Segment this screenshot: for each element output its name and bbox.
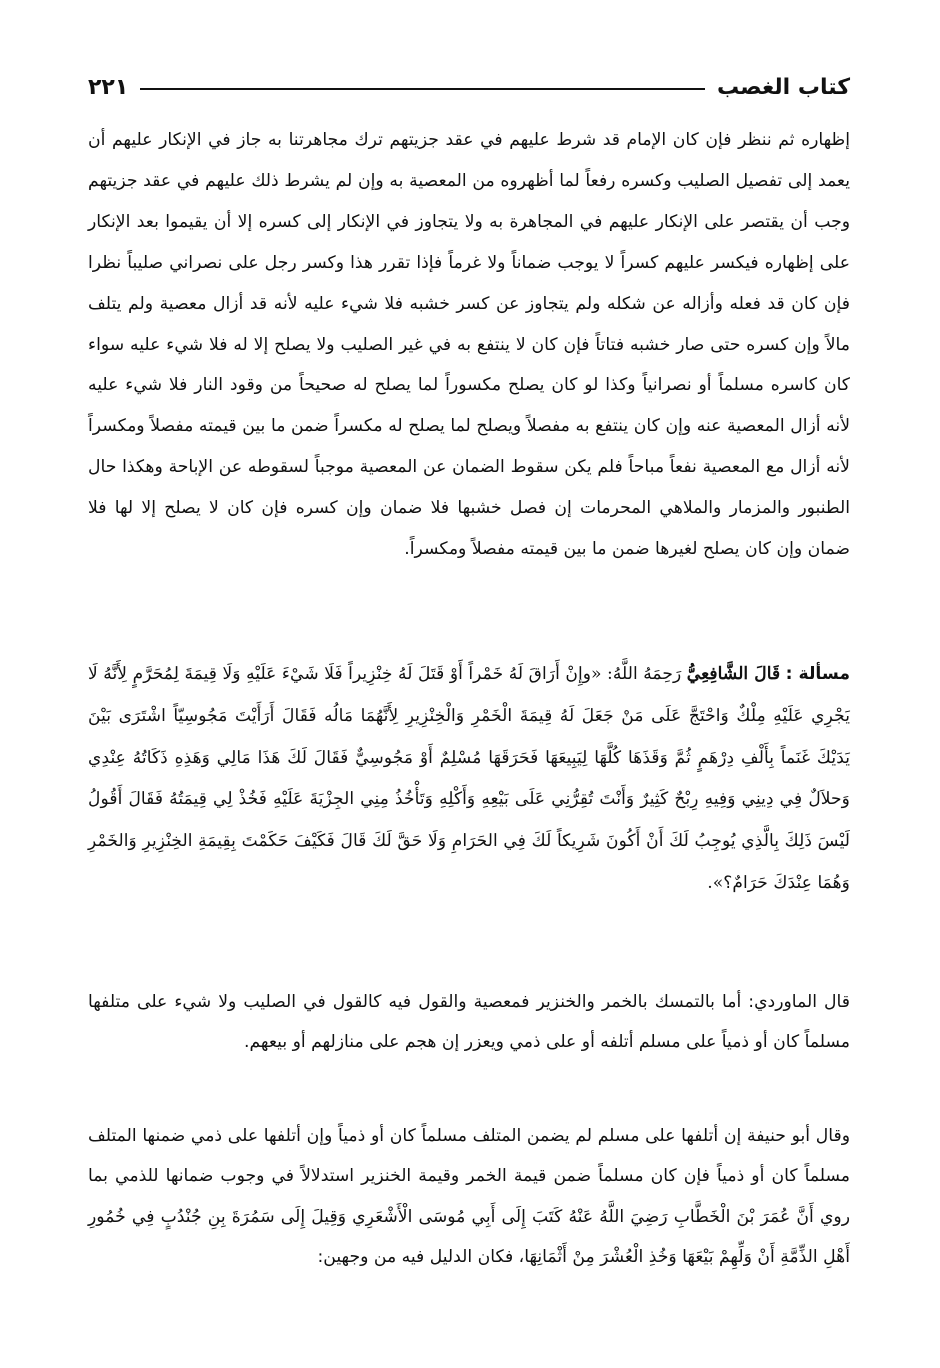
page-number: ٢٢١ xyxy=(88,74,129,100)
paragraph-4 xyxy=(88,1116,850,1277)
header-rule xyxy=(140,88,705,90)
paragraph-3 xyxy=(88,982,850,1062)
book-title: كتاب الغصب xyxy=(717,74,850,100)
paragraph-4-text: وقال أبو حنيفة إن أتلفها على مسلم لم يضمن المتلف مسلماً كان أو ذمياً وإن أتلفها على ذمي ضمنها المتلف مسلماً كان أو ذمياً فإن كان مسلماً ضمن قيمة الخمر وقيمة الخنزير استدلالاً في وجوب ضمانها للذمي بما روي أَنَّ عُمَرَ بْنَ الْخَطَّابِ رَضِيَ اللَّهُ عَنْهُ كَتَبَ إِلَى أَبِي مُوسَى الْأَشْعَرِي وَقِيلَ إِلَى سَمُرَةَ بِنِ جُنْدُبٍ فِي خُمُورِ أَهْلِ الذِّمَّةِ أَنْ وَلِّهِمْ بَيْعَهَا وَخُذِ الْعُشْرَ مِنْ أَثْمَانِهَا، فكان الدليل فيه من وجهين: xyxy=(88,1126,850,1267)
paragraph-2-text xyxy=(88,654,850,905)
paragraph-1-text: إظهاره ثم ننظر فإن كان الإمام قد شرط عليهم في عقد جزيتهم ترك مجاهرتنا به جاز في الإنكار عليهم أن يعمد إلى تفصيل الصليب وكسره رفعاً لما أظهروه من المعصية به وإن لم يشرط ذلك عليهم في عقد جزيتهم وجب أن يقتصر على الإنكار عليهم في المجاهرة به ولا يتجاوز في الإنكار إلى كسره إلا أن يقيموا بعد الإنكار على إظهاره فيكسر عليهم كسراً لا يوجب ضماناً ولا غرماً فإذا تقرر هذا وكسر رجل على نصراني صليباً نظرا فإن كان قد فعله وأزاله عن شكله ولم يتجاوز عن كسر خشبه فلا شيء عليه لأنه قد أزال معصية ولم يتلف مالاً وإن كسره حتى صار خشبه فتاتاً فإن كان لا ينتفع به في غير الصليب ولا يصلح إلا له فلا شيء عليه سواء كان كاسره مسلماً أو نصرانياً وكذا لو كان يصلح مكسوراً لما يصلح له صحيحاً من وقود النار فلا شيء عليه لأنه أزال المعصية عنه وإن كان ينتفع به مفصلاً ويصلح لما يصلح له مكسراً ضمن ما بين قيمته مفصلاً ومكسراً لأنه أزال مع المعصية نفعاً مباحاً فلم يكن سقوط الضمان عن المعصية موجباً لسقوطه عن الإباحة وهكذا حال الطنبور والمزمار والملاهي المحرمات إن فصل خشبها فلا ضمان وإن كسره فإن كان لا يصلح إلا لها فلا ضمان وإن كان يصلح لغيرها ضمن ما بين قيمته مفصلاً ومكسراً. xyxy=(88,130,850,560)
paragraph-3-text: قال الماوردي: أما بالتمسك بالخمر والخنزير فمعصية والقول فيه كالقول في الصليب ولا شيء على متلفها مسلماً كان أو ذمياً على مسلم أتلفه أو على ذمي ويعزر إن هجم على منازلهم أو بيعهم. xyxy=(88,992,850,1052)
paragraph-2 xyxy=(88,654,850,905)
issue-label: مسألة : xyxy=(785,664,851,684)
page-header xyxy=(88,72,850,102)
issue-author: قَالَ الشَّافِعِيُّ xyxy=(686,664,781,684)
paragraph-1 xyxy=(88,120,850,570)
issue-quote: رَحِمَهُ اللَّهُ: «وإِنْ أَرَاقَ لَهُ خَمْراً أَوْ قَتَلَ لَهُ خِنْزِيراً فَلَا شَيْءَ عَلَيْهِ وَلَا قِيمَةَ لِمُحَرَّمٍ لِأَنَّهُ لَا يَجْرِي عَلَيْهِ مِلْكٌ وَاحْتَجَّ عَلَى مَنْ جَعَلَ لَهُ قِيمَةَ الْخَمْرِ وَالْخِنْزِيرِ لِأَنَّهُمَا مَالُه فَقَالَ أَرَأَيْتَ مَجُوسِيّاً اشْتَرَى بَيْنَ يَدَيْكَ غَنَماً بِأَلْفِ دِرْهَمٍ ثُمَّ وَقَذَهَا كُلَّهَا لِيَبِيعَهَا فَحَرَقَهَا مُسْلِمٌ أَوْ مَجُوسِيٌّ فَقَالَ لَكَ هَذَا مَالِي وَهَذِهِ ذَكَاتُهُ عِنْدِي وَحلاَلٌ فِي دِينِي وَفِيهِ رِبْحٌ كَثِيرٌ وَأَنْتَ تُقِرُّنِي عَلَى بَيْعِهِ وَأَكْلِهِ وَتَأْخُذُ مِنِي الجِزْيَةَ عَلَيْهِ فَخُذْ لِي قِيمَتُهُ فَقَالَ أَقُولُ لَيْسَ ذَلِكَ بِالَّذِي يُوجِبُ لَكَ أَنْ أَكُونَ شَرِيكاً لَكَ فِي الحَرَامِ وَلَا حَقَّ لَكَ قَالَ فَكَيْفَ حَكَمْتَ بِقِيمَةِ الخِنْزِيرِ وَالخَمْرِ وَهُمَا عِنْدَكَ حَرَامٌ؟». xyxy=(88,664,850,893)
